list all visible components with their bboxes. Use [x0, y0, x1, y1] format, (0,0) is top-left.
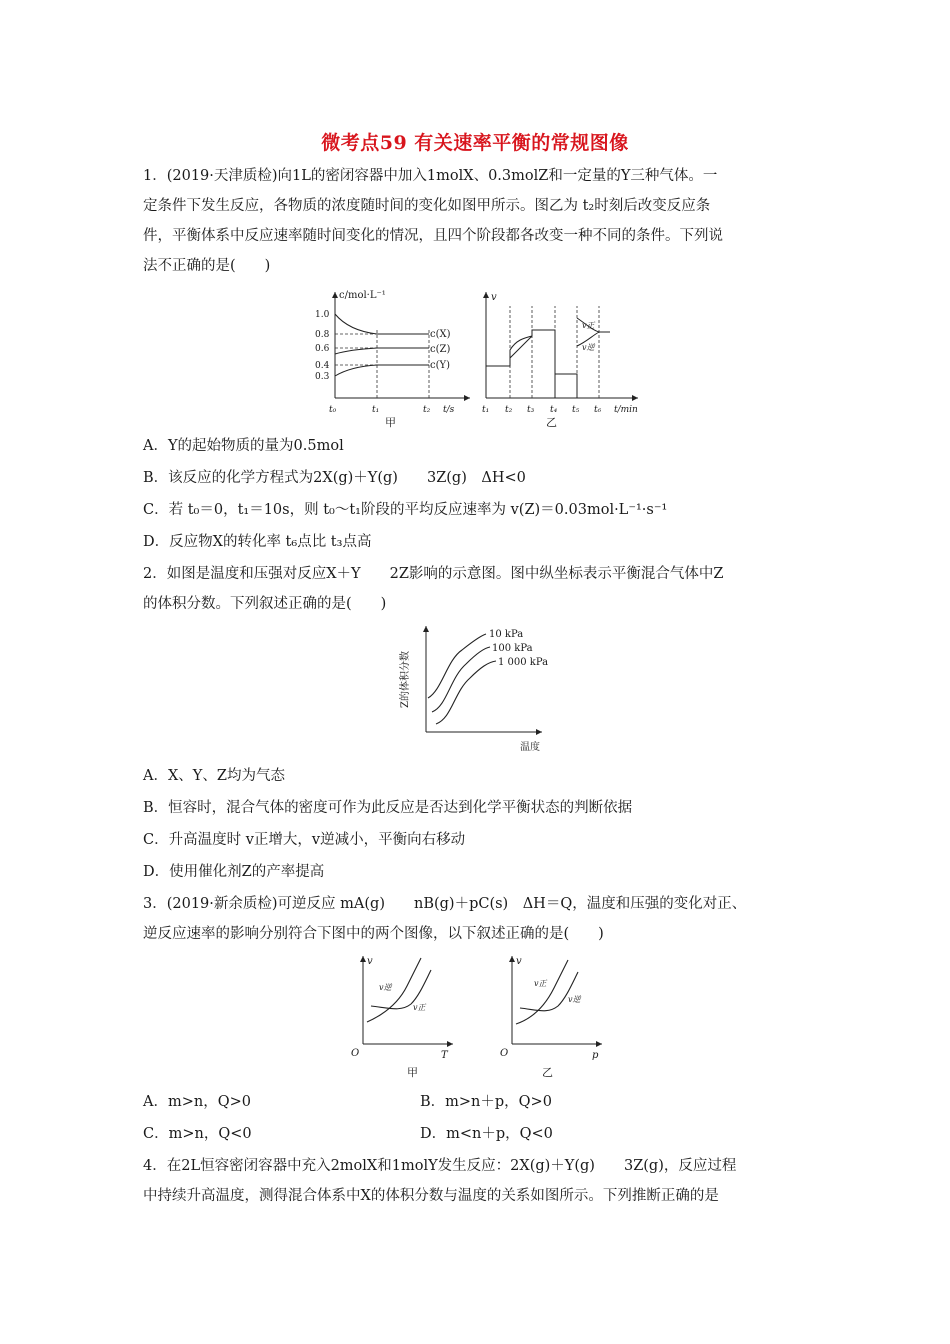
q1-jia-ytick-1: 1.0 [315, 310, 330, 320]
q2-option-d: D．使用催化剂Z的产率提高 [143, 864, 325, 880]
q2-series-100kpa: 100 kPa [492, 643, 533, 654]
q3-option-b: B．m>n＋p，Q>0 [420, 1094, 552, 1110]
q1-yi-xtick-3: t₃ [527, 405, 535, 415]
q2-option-c: C．升高温度时 v正增大，v逆减小，平衡向右移动 [143, 832, 466, 848]
q3-text-line-2: 逆反应速率的影响分别符合下图中的两个图像，以下叙述正确的是( ) [143, 926, 604, 942]
q1-jia-xtick-4: t/s [443, 405, 455, 415]
q2-text-line-1: 2．如图是温度和压强对反应X＋Y 2Z影响的示意图。图中纵坐标表示平衡混合气体中Z [143, 566, 724, 582]
q1-jia-label-x: c(X) [430, 329, 451, 340]
q2-series-1000kpa: 1 000 kPa [498, 657, 549, 668]
q1-figure-yi [478, 288, 668, 428]
q3-figure-jia [345, 952, 465, 1082]
q3-jia-xlabel: T [441, 1050, 448, 1061]
q2-series-10kpa: 10 kPa [489, 629, 524, 640]
q1-jia-label-y: c(Y) [430, 360, 451, 371]
q2-option-b: B．恒容时，混合气体的密度可作为此反应是否达到化学平衡状态的判断依据 [143, 800, 633, 816]
q1-yi-xtick-1: t₁ [482, 405, 490, 415]
q3-yi-origin: O [500, 1048, 509, 1059]
q3-option-a: A．m>n，Q>0 [143, 1094, 251, 1110]
q3-yi-label-vzheng: v正 [534, 979, 547, 988]
q3-jia-label-vni: v逆 [379, 983, 392, 992]
q1-jia-ytick-2: 0.8 [315, 330, 330, 340]
q1-figure-jia [305, 288, 475, 428]
q2-option-a: A．X、Y、Z均为气态 [143, 768, 285, 784]
q3-jia-caption: 甲 [407, 1066, 418, 1079]
q1-option-d: D．反应物X的转化率 t₆点比 t₃点高 [143, 534, 372, 550]
q1-yi-xtick-5: t₅ [572, 405, 580, 415]
q1-text-line-2: 定条件下发生反应，各物质的浓度随时间的变化如图甲所示。图乙为 t₂时刻后改变反应条 [143, 198, 711, 214]
q3-jia-label-vzheng: v正 [413, 1003, 426, 1012]
q2-ylabel: Z的体积分数 [400, 651, 411, 708]
q3-yi-ylabel: v [516, 956, 522, 967]
q1-jia-xtick-3: t₂ [423, 405, 431, 415]
q1-yi-xtick-6: t₆ [594, 405, 602, 415]
q1-jia-label-z: c(Z) [430, 344, 451, 355]
q3-figure-yi [494, 952, 614, 1082]
q2-figure [392, 620, 572, 755]
q1-option-a: A．Y的起始物质的量为0.5mol [143, 438, 344, 454]
q3-jia-ylabel: v [367, 956, 373, 967]
page-title: 微考点59 有关速率平衡的常规图像 [321, 132, 629, 154]
q1-jia-xtick-2: t₁ [372, 405, 380, 415]
q4-text-line-1: 4．在2L恒容密闭容器中充入2molX和1molY发生反应：2X(g)＋Y(g) 3Z(g)，反应过程 [143, 1158, 737, 1174]
q3-yi-xlabel: p [592, 1050, 599, 1061]
q1-jia-ylabel: c/mol·L⁻¹ [339, 290, 386, 301]
q2-xlabel: 温度 [520, 742, 540, 753]
q1-yi-caption: 乙 [546, 416, 557, 429]
q1-yi-xtick-7: t/min [614, 405, 638, 415]
q1-jia-xtick-1: t₀ [329, 405, 337, 415]
q1-jia-ytick-3: 0.6 [315, 344, 330, 354]
q3-jia-origin: O [351, 1048, 360, 1059]
q1-jia-caption: 甲 [385, 416, 396, 429]
q1-yi-ylabel: v [491, 292, 497, 303]
q1-jia-ytick-5: 0.3 [315, 372, 330, 382]
q3-yi-label-vni: v逆 [568, 995, 581, 1004]
q1-yi-xtick-2: t₂ [505, 405, 513, 415]
q1-jia-ytick-4: 0.4 [315, 361, 330, 371]
q1-text-line-3: 件，平衡体系中反应速率随时间变化的情况，且四个阶段都各改变一种不同的条件。下列说 [143, 228, 723, 244]
q3-yi-caption: 乙 [542, 1066, 553, 1079]
q1-text-line-1: 1．(2019·天津质检)向1L的密闭容器中加入1molX、0.3molZ和一定量的Y三种气体。一 [143, 168, 718, 184]
q1-yi-label-vni: v逆 [582, 343, 595, 352]
q1-yi-xtick-4: t₄ [550, 405, 558, 415]
q1-yi-label-vzheng: v正 [582, 321, 595, 330]
q1-text-line-4: 法不正确的是( ) [143, 258, 271, 274]
q4-text-line-2: 中持续升高温度，测得混合体系中X的体积分数与温度的关系如图所示。下列推断正确的是 [143, 1188, 719, 1204]
q3-text-line-1: 3．(2019·新余质检)可逆反应 mA(g) nB(g)＋pC(s) ΔH＝Q，温度和压强的变化对正、 [143, 896, 747, 912]
q3-option-c: C．m>n，Q<0 [143, 1126, 252, 1142]
q1-option-c: C．若 t₀＝0，t₁＝10s，则 t₀～t₁阶段的平均反应速率为 v(Z)＝0.03mol·L⁻¹·s⁻¹ [143, 502, 668, 518]
q2-text-line-2: 的体积分数。下列叙述正确的是( ) [143, 596, 387, 612]
q1-option-b: B．该反应的化学方程式为2X(g)＋Y(g) 3Z(g) ΔH<0 [143, 470, 526, 486]
q3-option-d: D．m<n＋p，Q<0 [420, 1126, 553, 1142]
